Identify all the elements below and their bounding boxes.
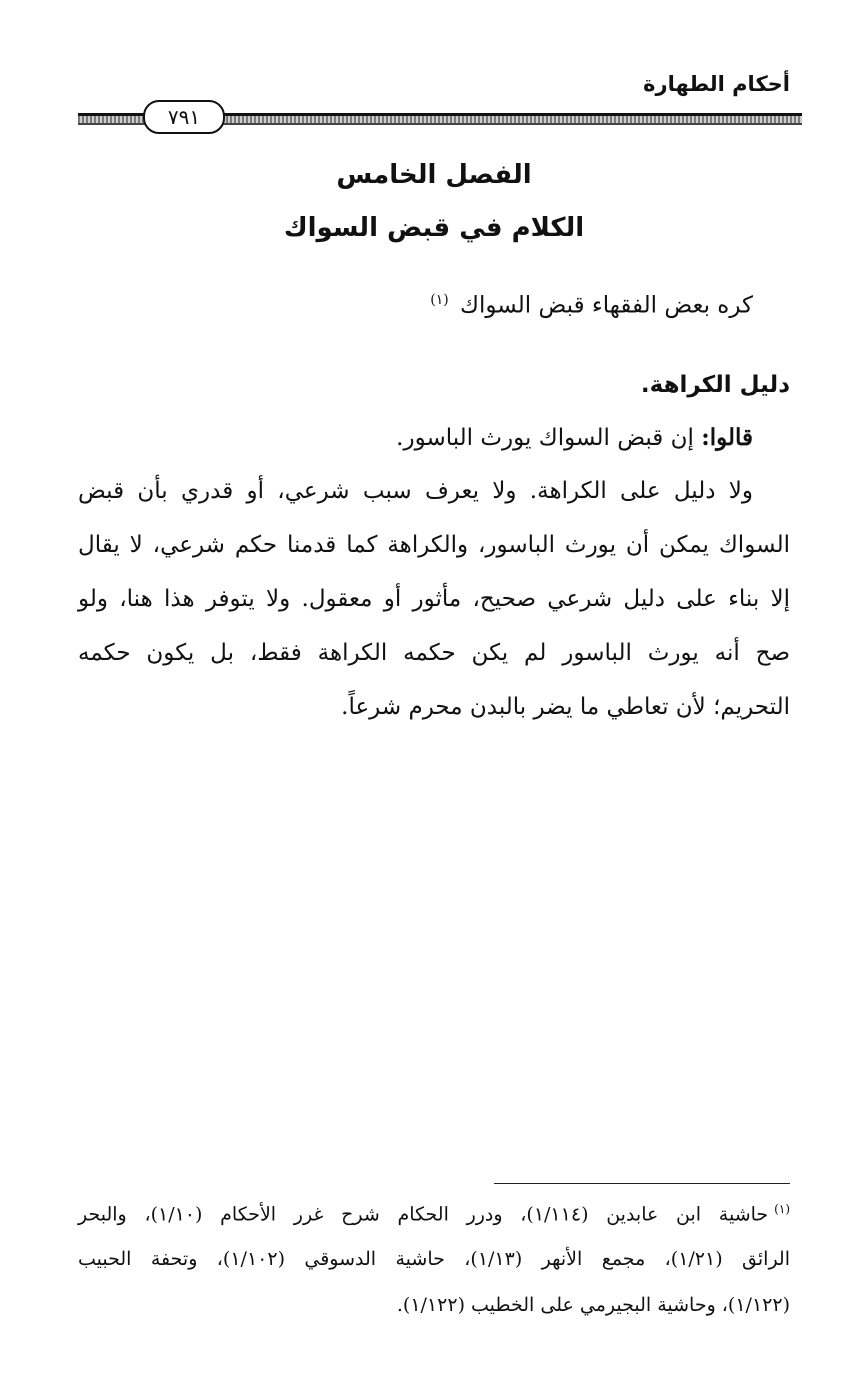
- intro-paragraph: [430, 292, 753, 319]
- body-line-4: إلا بناء على دليل شرعي صحيح، مأثور أو معقول. ولا يتوفر هذا هنا، ولو: [78, 586, 790, 612]
- running-title: أحكام الطهارة: [643, 72, 790, 96]
- body-line-5: صح أنه يورث الباسور لم يكن حكمه الكراهة فقط، بل يكون حكمه: [78, 640, 790, 666]
- footnote-line-3: (١/١٢٢)، وحاشية البجيرمي على الخطيب (١/١٢٢).: [396, 1294, 790, 1316]
- footnote-line-1: [78, 1202, 790, 1225]
- body-line-lead: قالوا:: [701, 424, 753, 451]
- footnote-marker: (١): [774, 1202, 790, 1216]
- page-number: ٧٩١: [143, 100, 225, 134]
- footnote-ref: (١): [430, 292, 449, 308]
- body-line-1: [396, 424, 753, 451]
- chapter-subtitle: الكلام في قبض السواك: [283, 213, 585, 243]
- body-line-text: إن قبض السواك يورث الباسور.: [396, 425, 702, 451]
- body-line-2: ولا دليل على الكراهة. ولا يعرف سبب شرعي، أو قدري بأن قبض: [78, 478, 753, 504]
- intro-text: كره بعض الفقهاء قبض السواك: [460, 292, 753, 319]
- footnote-line-2: الرائق (١/٢١)، مجمع الأنهر (١/١٣)، حاشية الدسوقي (١/١٠٢)، وتحفة الحبيب: [78, 1248, 790, 1270]
- footnote-separator: [494, 1183, 790, 1184]
- chapter-title: الفصل الخامس: [336, 160, 532, 190]
- body-line-3: السواك يمكن أن يورث الباسور، والكراهة كما قدمنا حكم شرعي، لا يقال: [78, 532, 790, 558]
- body-line-6: التحريم؛ لأن تعاطي ما يضر بالبدن محرم شرعاً.: [341, 694, 790, 720]
- section-heading: دليل الكراهة.: [640, 372, 790, 398]
- footnote-text-1: حاشية ابن عابدين (١/١١٤)، ودرر الحكام شرح غرر الأحكام (١/١٠)، والبحر: [78, 1203, 769, 1226]
